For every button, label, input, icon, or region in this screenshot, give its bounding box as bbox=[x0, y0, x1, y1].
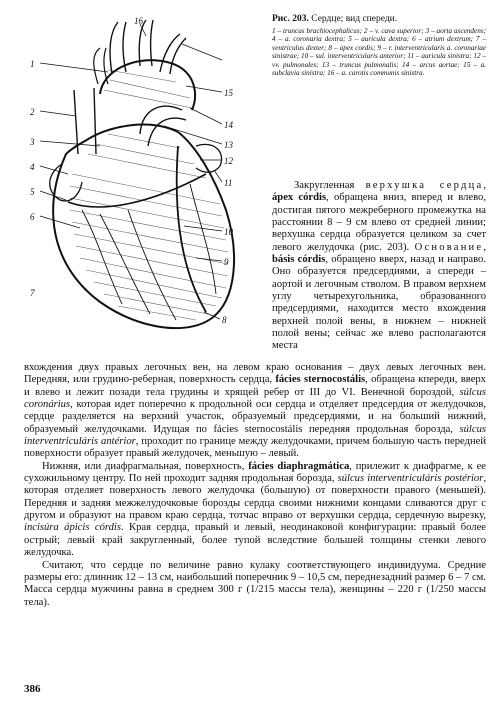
leader-label-8: 8 bbox=[222, 315, 227, 325]
leader-label-1: 1 bbox=[30, 59, 35, 69]
text-run: , обращена вниз, вперед и влево, достигая пятого межреберного промежутка на расстоянии 8 – 9 см влево от средней линии; верхушка сердца образуется целиком за счет левого желудочка (рис. 203). bbox=[272, 192, 486, 253]
text-run: , которая отделяет поверхность левого желудочка (большую) от поверхности правого (меньшей). Передняя и задняя межжелудочковые борозды сердца своими нижними концами сливаются друг с другом и образуют на правом краю сердца, тотчас вправо от верхушки сердца, сердечную вырезку, bbox=[24, 473, 486, 522]
term-incisura-apicis-cordis: incisúra ápicis córdis bbox=[24, 522, 121, 534]
term-facies-sternocostalis: fácies sternocostális bbox=[275, 374, 366, 386]
text-run: , bbox=[483, 241, 486, 253]
page-number: 386 bbox=[24, 683, 41, 695]
caption-title bbox=[272, 14, 486, 25]
paragraph-sternocostal bbox=[24, 362, 486, 461]
leader-label-3: 3 bbox=[30, 137, 35, 147]
term-basis-cordis: básis córdis bbox=[272, 254, 326, 266]
leader-label-14: 14 bbox=[224, 120, 233, 130]
paragraph-size: Считают, что сердце по величине равно кулаку соответствующего индивидуума. Средние размеры его: длинник 12 – 13 см, наибольший поперечник 9 – 10,5 см, переднезадний размер 6 – 7 см. Масса сердца мужчины равна в среднем 300 г (1/215 массы тела), женщины – 220 г (1/250 массы тела). bbox=[24, 559, 486, 608]
leader-label-5: 5 bbox=[30, 187, 35, 197]
apex-base-paragraph bbox=[272, 180, 486, 353]
term-basis-spaced: Основание bbox=[414, 241, 484, 253]
leader-label-9: 9 bbox=[224, 257, 229, 267]
caption-title-text: Сердце; вид спереди. bbox=[308, 14, 398, 24]
text-run: , обращена кпереди, вверх и влево и лежит позади тела грудины и хрящей ребер от III до VI. Венечной бороздой, bbox=[24, 374, 486, 398]
term-sulcus-coronarius: súlcus coronárius bbox=[24, 386, 486, 411]
figure-caption bbox=[272, 14, 486, 77]
term-facies-diaphragmatica: fácies diaphragmática bbox=[248, 460, 350, 472]
leader-label-12: 12 bbox=[224, 156, 233, 166]
term-apex-spaced: верхушка сердца bbox=[365, 180, 484, 191]
leader-label-7: 7 bbox=[30, 288, 35, 298]
text-run: . Края сердца, правый и левый, неодинаковой конфигурации: правый более острый; левый край закругленный, более тупой вследствие большей толщины стенки левого желудочка. bbox=[24, 522, 486, 559]
text-run: , обращено вверх, назад и направо. Оно образуется предсердиями, а спереди – аортой и легочным стволом. В правом верхнем углу четырехугольника, образованного предсердиями, находится место вхождения верхней полой вены, в нижнем – нижней полой вены; сейчас же влево располагаются места bbox=[272, 254, 486, 352]
leader-label-4: 4 bbox=[30, 162, 35, 172]
leader-label-11: 11 bbox=[224, 178, 233, 188]
term-apex-cordis: ápex córdis bbox=[272, 192, 327, 204]
leader-label-15: 15 bbox=[224, 88, 233, 98]
text-run: , bbox=[483, 180, 487, 191]
leader-label-16: 16 bbox=[134, 16, 143, 26]
text-run: Нижняя, или диафрагмальная, поверхность, bbox=[42, 460, 249, 472]
paragraph-diaphragmatic bbox=[24, 461, 486, 560]
term-sulcus-interventricularis-posterior: súlcus interventriculáris postérior bbox=[337, 473, 484, 485]
caption-figure-number: Рис. 203. bbox=[272, 14, 309, 24]
text-run: Закругленная bbox=[294, 180, 366, 191]
text-run: , проходит по границе между желудочками, причем большую часть передней поверхности образует правый желудочек, меньшую – левый. bbox=[24, 436, 486, 460]
column-text bbox=[272, 180, 486, 353]
leader-label-6: 6 bbox=[30, 212, 35, 222]
text-run: вхождения двух правых легочных вен, на левом краю основания – двух левых легочных вен. Передняя, или грудино-реберная, поверхность сердца, bbox=[24, 362, 486, 386]
text-run: , которая идет поперечно к продольной оси сердца и отделяет предсердия от желудочков, сердце разделяется на верхний участок, образуемый предсердиями, и на больший нижний, образуемый желудочками. Идущая по fácies sternocostális передняя продольная борозда, bbox=[24, 399, 486, 435]
term-sulcus-interventricularis-anterior: súlcus interventriculáris antérior bbox=[24, 423, 486, 448]
leader-label-10: 10 bbox=[224, 227, 233, 237]
body-text bbox=[24, 362, 486, 609]
text-run: , прилежит к диафрагме, к ее сухожильному центру. По ней проходит задняя продольная борозда, bbox=[24, 460, 487, 485]
caption-legend: 1 – truncus brachiocephalicus; 2 – v. cava superior; 3 – aorta ascendens; 4 – a. coronaria dextra; 5 – auricula dextra; 6 – atrium dextrum; 7 – ventriculus dexter; 8 – apex cordis; 9 – r. interventricularis a. coronariae sinistrae; 10 – sul. interventricularis anterior; 11 – auricula sinistra; 12 – vv. pulmonales; 13 – truncus pulmonalis; 14 – arcus aortae; 15 – a. subclavia sinistra; 16 – a. carotis communis sinistra. bbox=[272, 27, 486, 78]
leader-label-2: 2 bbox=[30, 107, 35, 117]
heart-illustration bbox=[0, 14, 262, 332]
leader-label-13: 13 bbox=[224, 140, 233, 150]
